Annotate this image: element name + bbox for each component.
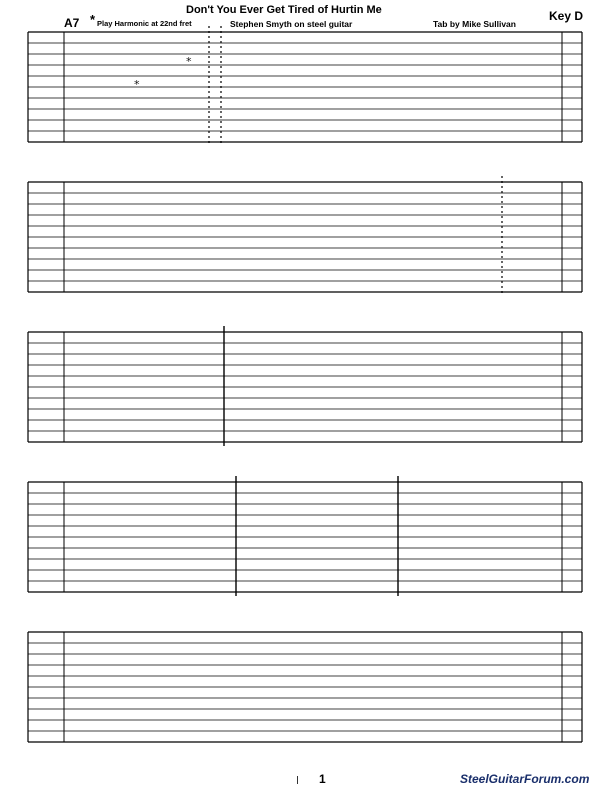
tab-author: Tab by Mike Sullivan [433,19,516,29]
performer-credit: Stephen Smyth on steel guitar [230,19,353,29]
asterisk-mark: * [90,12,96,27]
song-title: Don't You Ever Get Tired of Hurtin Me [186,4,382,16]
harmonic-note: Play Harmonic at 22nd fret [97,19,192,28]
key-label: Key D [549,9,584,23]
footer-tick [297,776,298,784]
harmonic-marker: * [186,55,193,68]
site-watermark: SteelGuitarForum.com [460,772,590,786]
harmonic-marker: * [134,78,141,91]
header-chord: A7 [64,16,80,30]
page-number: 1 [319,772,326,786]
